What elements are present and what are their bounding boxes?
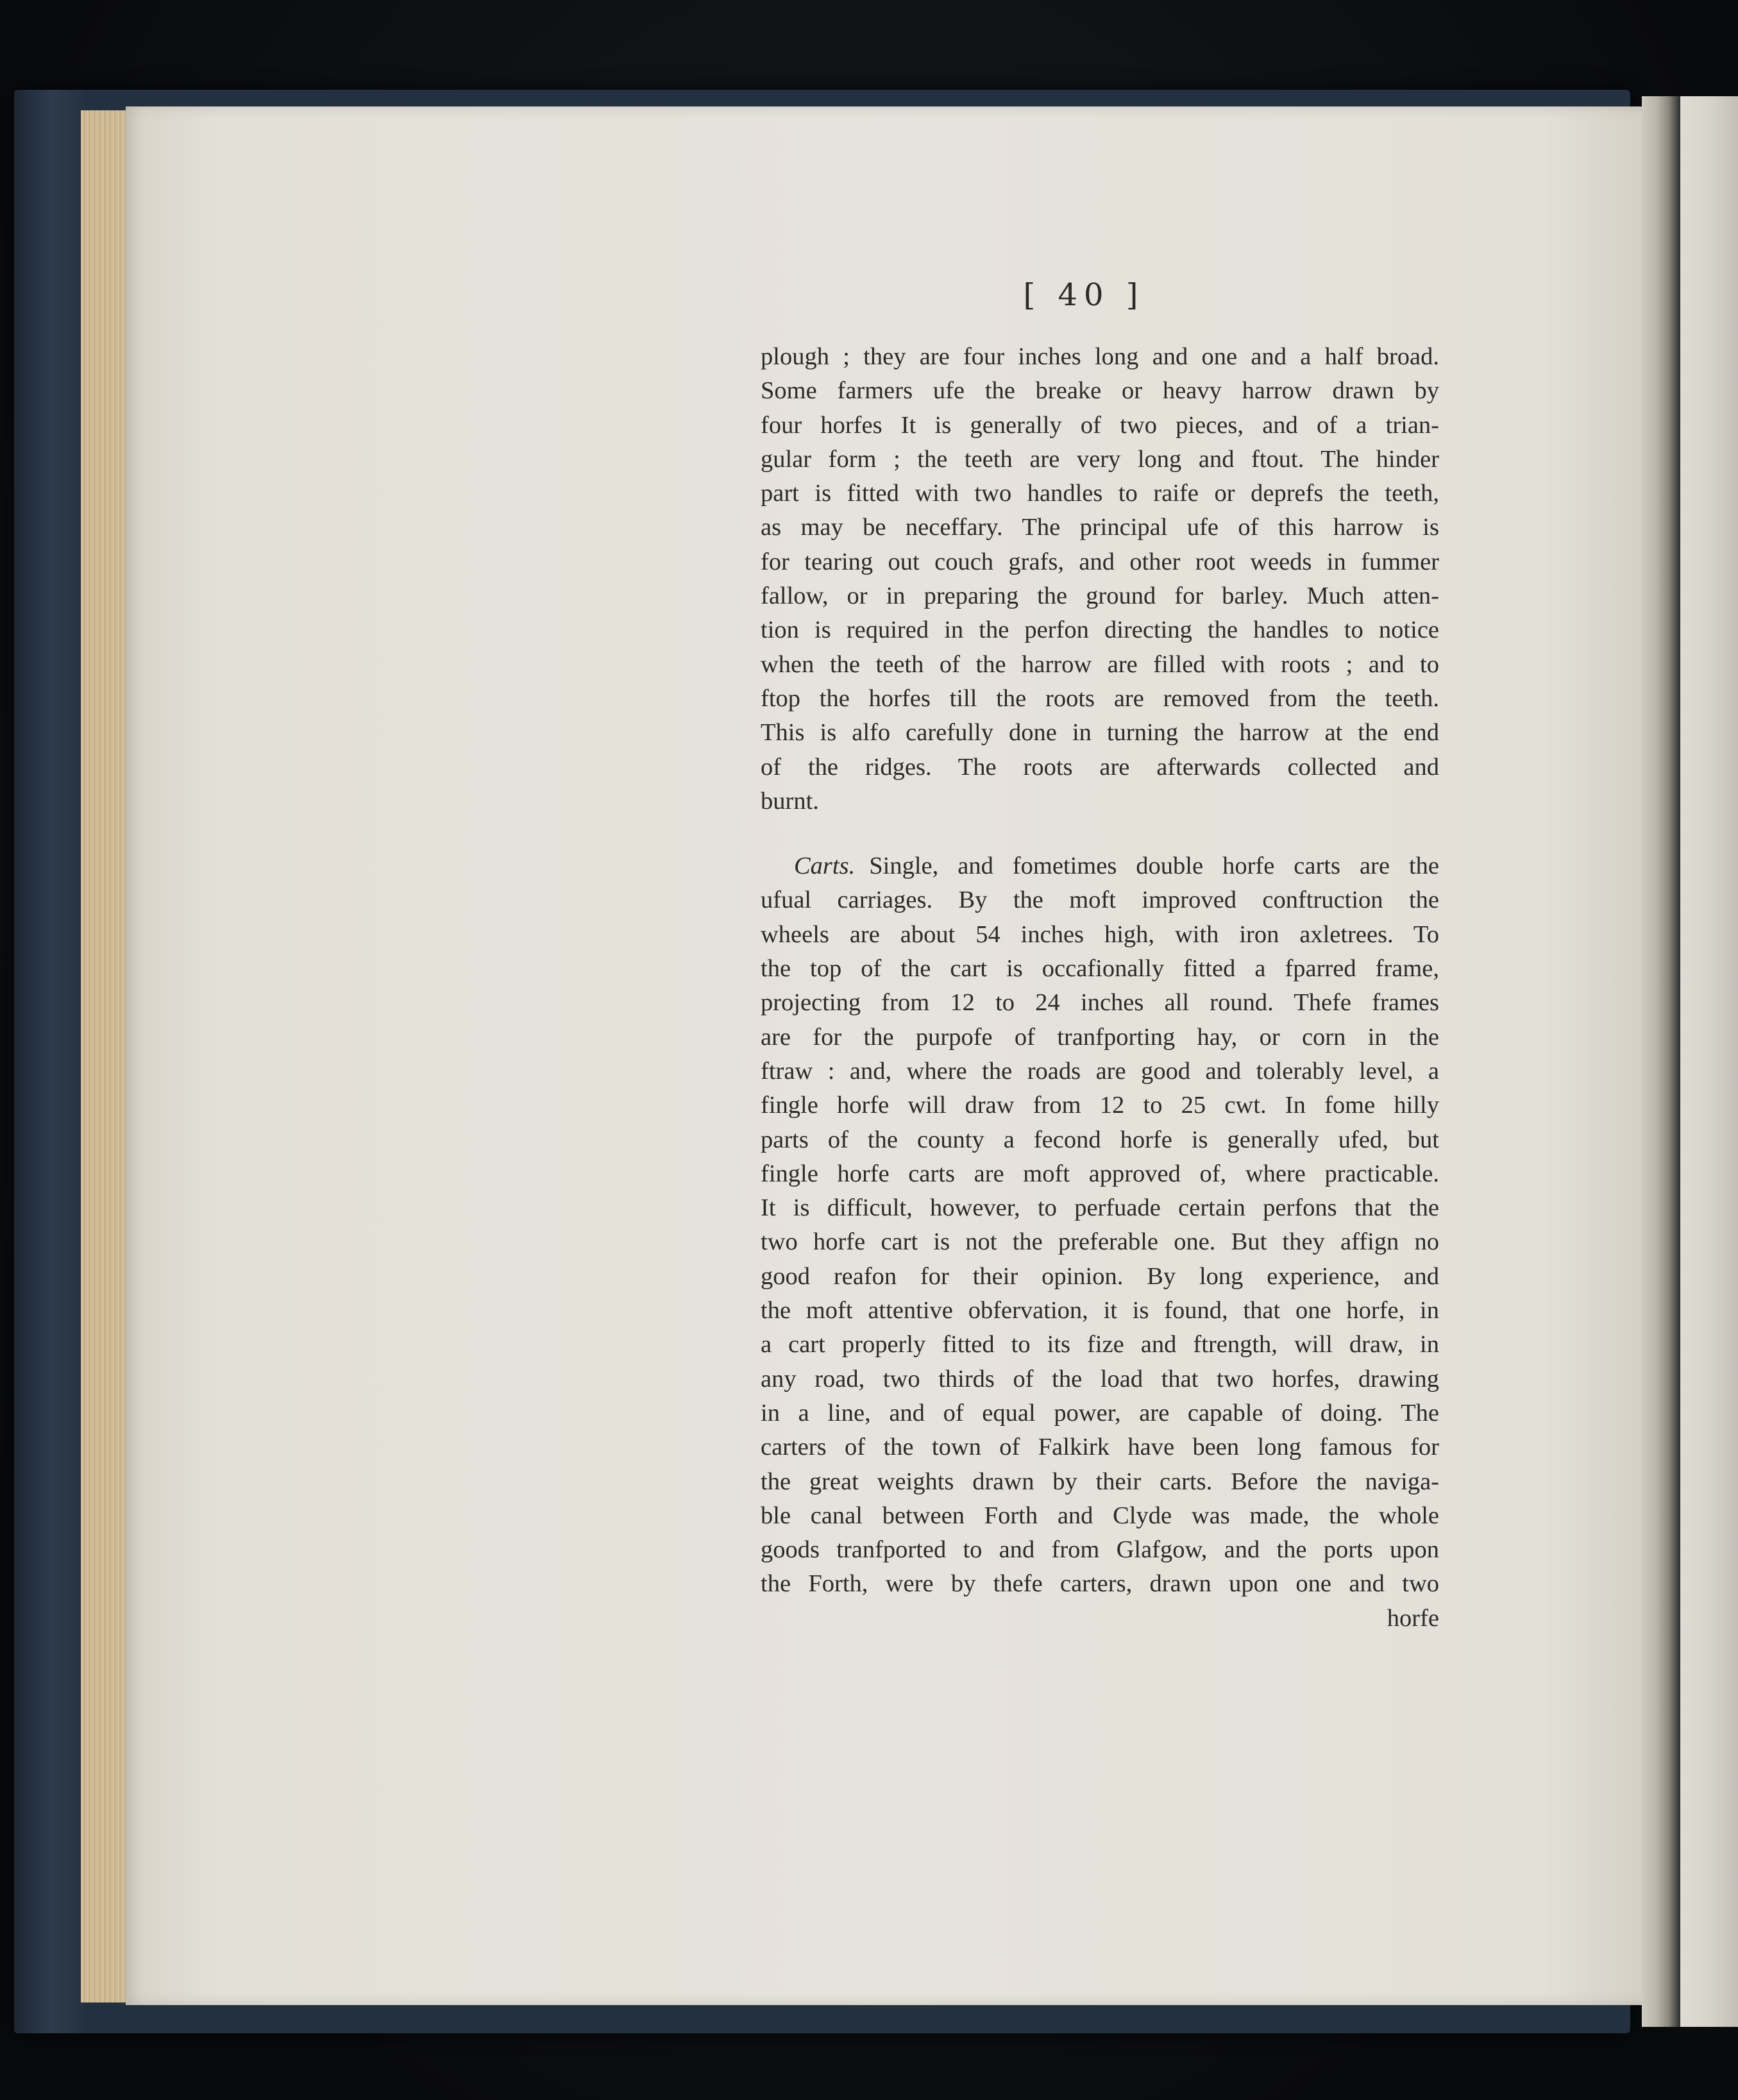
text-line: burnt.: [761, 787, 819, 815]
text-line: ftraw : and, where the roads are good and tolerably level, a: [761, 1057, 1439, 1085]
paragraph-spacer: [761, 818, 1439, 849]
text-line: of the ridges. The roots are afterwards collected and: [761, 753, 1439, 781]
text-line: part is fitted with two handles to raife or deprefs the teeth,: [761, 480, 1439, 507]
text-line: fingle horfe carts are moft approved of, where practicable.: [761, 1160, 1439, 1187]
text-line: carters of the town of Falkirk have been long famous for: [761, 1434, 1439, 1461]
body-text: [761, 340, 1439, 1636]
text-line: It is difficult, however, to perfuade certain perfons that the: [761, 1194, 1439, 1222]
text-line: parts of the county a fecond horfe is generally ufed, but: [761, 1126, 1439, 1153]
side-heading: Carts.: [794, 852, 856, 880]
page-edges: [81, 110, 132, 2003]
text-line: the great weights drawn by their carts. Before the naviga-: [761, 1468, 1439, 1495]
text-line: gular form ; the teeth are very long and ftout. The hinder: [761, 445, 1439, 473]
page-number: [ 40 ]: [1023, 277, 1145, 313]
text-line: when the teeth of the harrow are filled with roots ; and to: [761, 650, 1439, 678]
text-line: as may be neceffary. The principal ufe of this harrow is: [761, 514, 1439, 541]
paragraph-harrow: [761, 340, 1439, 818]
first-line-text: Single, and fometimes double horfe carts are the: [869, 852, 1439, 880]
text-line: plough ; they are four inches long and one and a half broad.: [761, 343, 1439, 370]
text-line: for tearing out couch grafs, and other root weeds in fummer: [761, 548, 1439, 575]
text-line: the top of the cart is occafionally fitted a fparred frame,: [761, 955, 1439, 983]
gutter-shadow: [1642, 96, 1680, 2027]
text-line: projecting from 12 to 24 inches all round. Thefe frames: [761, 989, 1439, 1017]
text-line: four horfes It is generally of two pieces, and of a trian-: [761, 411, 1439, 439]
text-line: the moft attentive obfervation, it is found, that one horfe, in: [761, 1297, 1439, 1325]
text-line: ftop the horfes till the roots are removed from the teeth.: [761, 684, 1439, 712]
text-line-first: [761, 849, 1439, 883]
text-line: any road, two thirds of the load that two horfes, drawing: [761, 1365, 1439, 1393]
text-line: Some farmers ufe the breake or heavy harrow drawn by: [761, 377, 1439, 405]
text-line: fingle horfe will draw from 12 to 25 cwt. In fome hilly: [761, 1092, 1439, 1119]
text-line: two horfe cart is not the preferable one. But they affign no: [761, 1228, 1439, 1256]
text-line: the Forth, were by thefe carters, drawn upon one and two: [761, 1570, 1439, 1598]
book-spine-edge: [14, 90, 85, 2033]
text-line: good reafon for their opinion. By long experience, and: [761, 1262, 1439, 1290]
text-line: wheels are about 54 inches high, with iron axletrees. To: [761, 920, 1439, 948]
text-line: a cart properly fitted to its fize and ftrength, will draw, in: [761, 1331, 1439, 1359]
text-line: goods tranfported to and from Glafgow, and the ports upon: [761, 1536, 1439, 1564]
paragraph-carts: [761, 849, 1439, 1636]
text-line: This is alfo carefully done in turning the harrow at the end: [761, 719, 1439, 747]
text-line: tion is required in the perfon directing the handles to notice: [761, 616, 1439, 644]
catchword: horfe: [1387, 1604, 1439, 1632]
text-line: ufual carriages. By the moft improved conftruction the: [761, 886, 1439, 914]
text-line: ble canal between Forth and Clyde was made, the whole: [761, 1502, 1439, 1529]
text-line: in a line, and of equal power, are capable of doing. The: [761, 1399, 1439, 1427]
text-line: fallow, or in preparing the ground for barley. Much atten-: [761, 582, 1439, 610]
text-line: are for the purpofe of tranfporting hay, or corn in the: [761, 1023, 1439, 1051]
